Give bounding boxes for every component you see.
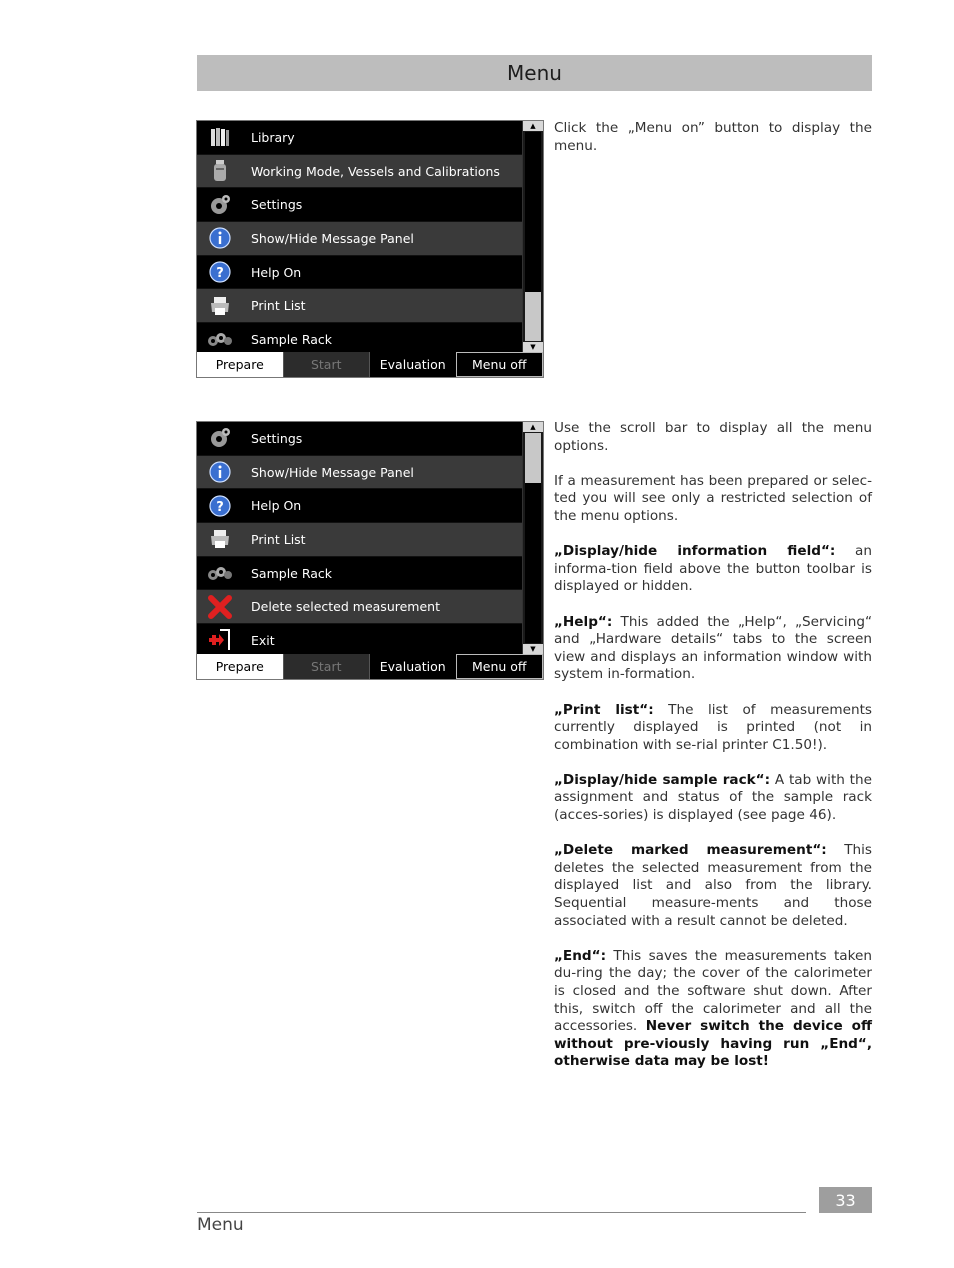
term: „Print list“: [554,701,654,718]
page-title: Menu [507,61,562,85]
menu-list [197,121,522,357]
scroll-up-icon[interactable]: ▲ [523,121,543,131]
menu-item-label: Sample Rack [251,331,333,347]
tab-start[interactable]: Start [283,654,370,679]
printer-icon [197,291,243,321]
menu-item-label: Help On [251,264,302,280]
footer-title: Menu [197,1215,244,1235]
menu-item-label: Delete selected measurement [251,599,440,615]
paragraph: Click the „Menu on” button to display the menu. [554,120,872,154]
scroll-down-icon[interactable]: ▼ [523,644,543,654]
scroll-thumb[interactable] [525,433,541,483]
paragraph [554,948,872,1071]
info-icon [197,223,243,253]
delete-icon [197,592,243,622]
page-number: 33 [819,1187,872,1213]
gear-icon [197,423,243,453]
menu-screenshot-1 [196,120,544,378]
menu-item-label: Settings [251,430,303,446]
menu-item-label: Print List [251,298,306,314]
term: „End“: [554,947,606,964]
paragraph: Use the scroll bar to display all the menu options. [554,420,872,454]
printer-icon [197,524,243,554]
scroll-thumb[interactable] [525,292,541,341]
menu-item-label: Show/Hide Message Panel [251,230,414,246]
menu-off-button[interactable]: Menu off [456,352,544,377]
definition: This saves the measurements taken du-ring the day; the cover of the calorimeter is closed and the software shut down. After this, switch off the calorimeter and all the accessories. [554,947,872,1035]
scrollbar[interactable] [522,422,543,654]
term: „Help“: [554,613,613,630]
menu-item-library[interactable] [197,121,522,155]
menu-item-label: Help On [251,498,302,514]
menu-item-exit[interactable] [197,624,522,658]
paragraph [554,702,872,755]
scroll-up-icon[interactable]: ▲ [523,422,543,432]
tab-start[interactable]: Start [283,352,370,377]
exit-icon [197,625,243,655]
scroll-down-icon[interactable]: ▼ [523,342,543,352]
menu-item-message-panel[interactable] [197,222,522,256]
help-icon [197,491,243,521]
term: „Display/hide information field“: [554,543,836,560]
menu-item-label: Print List [251,531,306,547]
page-header [197,55,872,91]
scrollbar[interactable] [522,121,543,352]
help-icon [197,257,243,287]
tab-prepare[interactable]: Prepare [197,654,283,679]
term: „Display/hide sample rack“: [554,771,771,788]
sample-rack-icon [197,558,243,588]
scroll-track[interactable] [525,433,541,643]
gear-icon [197,190,243,220]
paragraph [554,543,872,596]
menu-item-label: Settings [251,197,303,213]
menu-item-label: Show/Hide Message Panel [251,464,414,480]
description-2 [554,420,872,1089]
warning: Never switch the device off without pre-viously having run „End“, otherwise data may be lost! [554,1018,872,1070]
tab-toolbar [197,352,543,377]
menu-item-help[interactable] [197,256,522,290]
info-icon [197,457,243,487]
menu-item-sample-rack[interactable] [197,557,522,591]
menu-item-help[interactable] [197,489,522,523]
menu-item-label: Sample Rack [251,565,333,581]
menu-off-button[interactable]: Menu off [456,654,544,679]
tab-toolbar [197,654,543,679]
definition: an informa-tion field above the button toolbar is displayed or hidden. [554,543,872,595]
menu-screenshot-2 [196,421,544,680]
svg-text:?: ? [216,266,224,282]
menu-list [197,422,522,658]
svg-text:?: ? [216,499,224,515]
menu-item-label: Library [251,129,295,145]
menu-item-settings[interactable] [197,188,522,222]
menu-item-print-list[interactable] [197,523,522,557]
menu-item-label: Exit [251,632,275,648]
definition: This added the „Help“, „Servicing“ and „Hardware details“ tabs to the screen view and displays an information window with system in-formation. [554,613,872,683]
tab-evaluation[interactable]: Evaluation [369,654,456,679]
definition: This deletes the selected measurement from the displayed list and also from the library. Sequential measure-ments and those associated with a result cannot be deleted. [554,842,872,929]
description-1 [554,120,872,173]
paragraph [554,842,872,930]
tab-evaluation[interactable]: Evaluation [369,352,456,377]
menu-item-working-mode[interactable] [197,155,522,189]
paragraph: If a measurement has been prepared or selec-ted you will see only a restricted selection of the menu options. [554,472,872,524]
menu-item-settings[interactable] [197,422,522,456]
tab-prepare[interactable]: Prepare [197,352,283,377]
footer-divider [197,1212,806,1213]
menu-item-print-list[interactable] [197,289,522,323]
menu-item-message-panel[interactable] [197,456,522,490]
definition: The list of measurements currently displayed is printed (not in combination with se-rial printer C1.50!). [554,701,872,753]
menu-item-delete-measurement[interactable] [197,590,522,624]
sample-rack-icon [197,324,243,354]
paragraph [554,772,872,825]
definition: A tab with the assignment and status of the sample rack (acces-sories) is displayed (see page 46). [554,771,872,824]
scroll-track[interactable] [525,132,541,341]
paragraph [554,614,872,684]
term: „Delete marked measurement“: [554,842,827,859]
vessel-icon [197,156,243,186]
menu-item-label: Working Mode, Vessels and Calibrations [251,163,500,179]
library-icon [197,122,243,152]
